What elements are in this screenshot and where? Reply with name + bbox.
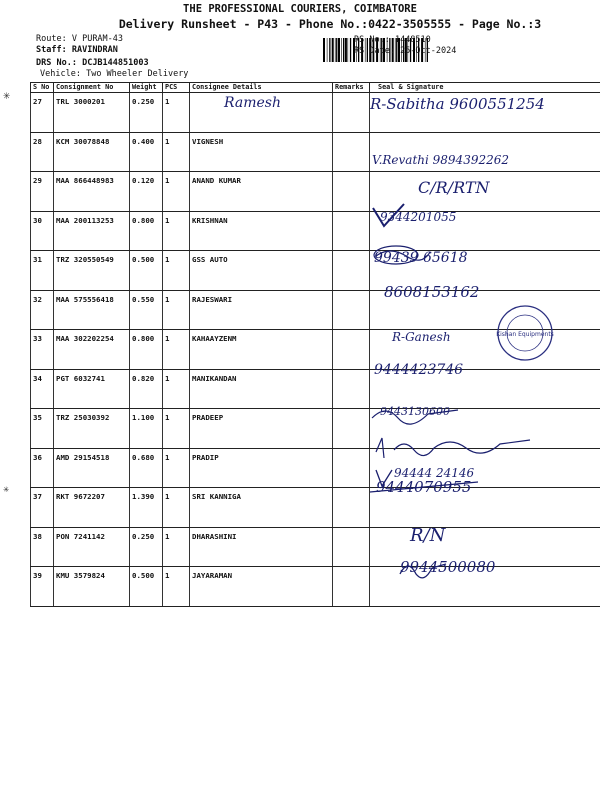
handwritten-signature: 8608153162 (384, 283, 480, 301)
table-row (31, 409, 600, 449)
consignee-cell: RAJESWARI (190, 290, 333, 330)
signature-cell (370, 132, 600, 172)
table-row (31, 93, 600, 133)
sno-cell: 29 (31, 172, 54, 212)
signature-cell (370, 290, 600, 330)
pcs-cell: 1 (163, 132, 190, 172)
weight-cell: 0.800 (130, 330, 163, 370)
consignment-cell: TRZ 25030392 (54, 409, 130, 449)
sno-cell: 33 (31, 330, 54, 370)
table-row (31, 251, 600, 291)
consignee-cell: DHARASHINI (190, 527, 333, 567)
sno-cell: 30 (31, 211, 54, 251)
remarks-cell (333, 527, 370, 567)
pcs-cell: 1 (163, 409, 190, 449)
handwritten-name: Ramesh (224, 95, 281, 111)
drs-line: DRS No.: DCJB144851003 (36, 58, 149, 68)
consignment-cell: PON 7241142 (54, 527, 130, 567)
remarks-cell (333, 251, 370, 291)
handwritten-signature: R/N (410, 525, 446, 546)
col-signature: Seal & Signature (370, 83, 600, 93)
table-row (31, 290, 600, 330)
staff-line: Staff: RAVINDRAN (36, 45, 118, 55)
consignment-cell: PGT 6032741 (54, 369, 130, 409)
pcs-cell: 1 (163, 448, 190, 488)
consignee-cell: PRADEEP (190, 409, 333, 449)
handwritten-signature: 9444423746 (374, 362, 464, 378)
handwritten-signature: R-Ganesh (392, 330, 451, 344)
pcs-cell: 1 (163, 93, 190, 133)
remarks-cell (333, 448, 370, 488)
sno-cell: 28 (31, 132, 54, 172)
weight-cell: 0.400 (130, 132, 163, 172)
handwritten-signature: 99439 65618 (374, 250, 468, 266)
handwritten-signature: 9344201055 (380, 210, 457, 224)
signature-cell (370, 448, 600, 488)
weight-cell: 0.680 (130, 448, 163, 488)
remarks-cell (333, 409, 370, 449)
svg-text:Kishan Equipments: Kishan Equipments (496, 331, 554, 338)
table-row (31, 448, 600, 488)
signature-cell (370, 409, 600, 449)
table-row (31, 369, 600, 409)
runsheet-title: Delivery Runsheet - P43 - Phone No.:0422-3505555 - Page No.:3 (118, 17, 542, 31)
margin-mark: ✳ (3, 88, 11, 102)
col-weight: Weight (130, 83, 163, 93)
consignment-cell: KCM 30078848 (54, 132, 130, 172)
consignment-cell: MAA 200113253 (54, 211, 130, 251)
handwritten-signature: R-Sabitha 9600551254 (370, 95, 545, 113)
sno-cell: 38 (31, 527, 54, 567)
handwritten-signature: 94444 24146 (394, 466, 475, 480)
margin-mark: ✳ (3, 484, 10, 495)
signature-cell (370, 527, 600, 567)
pcs-cell: 1 (163, 369, 190, 409)
weight-cell: 0.800 (130, 211, 163, 251)
consignment-cell: RKT 9672207 (54, 488, 130, 528)
signature-cell (370, 93, 600, 133)
weight-cell: 1.100 (130, 409, 163, 449)
consignment-cell: MAA 866448983 (54, 172, 130, 212)
consignment-cell: KMU 3579824 (54, 567, 130, 607)
table-row (31, 330, 600, 370)
weight-cell: 0.820 (130, 369, 163, 409)
pcs-cell: 1 (163, 172, 190, 212)
sno-cell: 32 (31, 290, 54, 330)
col-sno: S No (31, 83, 54, 93)
signature-cell (370, 330, 600, 370)
remarks-cell (333, 93, 370, 133)
handwritten-signature: C/R/RTN (418, 178, 490, 197)
signature-cell (370, 567, 600, 607)
consignee-cell: JAYARAMAN (190, 567, 333, 607)
remarks-cell (333, 567, 370, 607)
consignee-cell: VIGNESH (190, 132, 333, 172)
remarks-cell (333, 369, 370, 409)
handwritten-signature: V.Revathi 9894392262 (372, 153, 510, 167)
weight-cell: 0.500 (130, 251, 163, 291)
sno-cell: 37 (31, 488, 54, 528)
consignee-cell: SRI KANNIGA (190, 488, 333, 528)
weight-cell: 0.250 (130, 527, 163, 567)
weight-cell: 0.120 (130, 172, 163, 212)
sno-cell: 35 (31, 409, 54, 449)
consignee-cell: KRISHNAN (190, 211, 333, 251)
rs-date-line: RS Date: 25-Oct-2024 (354, 46, 457, 56)
signature-cell (370, 172, 600, 212)
rs-no-line: RS No.: 1448510 (354, 35, 431, 45)
sno-cell: 31 (31, 251, 54, 291)
handwritten-signature: 9443130600 (380, 405, 450, 418)
company-name: THE PROFESSIONAL COURIERS, COIMBATORE (183, 3, 417, 15)
table-header-row (31, 83, 600, 93)
consignee-cell (190, 93, 333, 133)
table-row (31, 527, 600, 567)
remarks-cell (333, 132, 370, 172)
remarks-cell (333, 330, 370, 370)
pcs-cell: 1 (163, 527, 190, 567)
col-consignee: Consignee Details (190, 83, 333, 93)
route-line: Route: V PURAM-43 (36, 34, 124, 44)
consignment-cell: MAA 575556418 (54, 290, 130, 330)
table-row (31, 172, 600, 212)
col-pcs: PCS (163, 83, 190, 93)
signature-cell (370, 251, 600, 291)
signature-cell (370, 211, 600, 251)
handwritten-signature: 9944500080 (400, 558, 496, 576)
consignment-cell: TRL 3000201 (54, 93, 130, 133)
table-row (31, 132, 600, 172)
pcs-cell: 1 (163, 211, 190, 251)
table-row (31, 488, 600, 528)
weight-cell: 0.250 (130, 93, 163, 133)
consignment-cell: TRZ 320550549 (54, 251, 130, 291)
remarks-cell (333, 211, 370, 251)
signature-cell (370, 488, 600, 528)
weight-cell: 0.550 (130, 290, 163, 330)
sno-cell: 39 (31, 567, 54, 607)
consignee-cell: MANIKANDAN (190, 369, 333, 409)
consignment-cell: MAA 302202254 (54, 330, 130, 370)
remarks-cell (333, 172, 370, 212)
sno-cell: 34 (31, 369, 54, 409)
pcs-cell: 1 (163, 251, 190, 291)
remarks-cell (333, 290, 370, 330)
col-remarks: Remarks (333, 83, 370, 93)
sno-cell: 36 (31, 448, 54, 488)
signature-cell (370, 369, 600, 409)
vehicle-line: Vehicle: Two Wheeler Delivery (40, 69, 189, 79)
weight-cell: 1.390 (130, 488, 163, 528)
consignee-cell: GSS AUTO (190, 251, 333, 291)
consignee-cell: KAHAAYZENM (190, 330, 333, 370)
handwritten-signature: 9444070955 (376, 478, 472, 496)
sno-cell: 27 (31, 93, 54, 133)
pcs-cell: 1 (163, 290, 190, 330)
consignment-cell: AMD 29154518 (54, 448, 130, 488)
remarks-cell (333, 488, 370, 528)
consignee-cell: ANAND KUMAR (190, 172, 333, 212)
consignee-cell: PRADIP (190, 448, 333, 488)
table-row (31, 567, 600, 607)
pcs-cell: 1 (163, 488, 190, 528)
pcs-cell: 1 (163, 330, 190, 370)
weight-cell: 0.500 (130, 567, 163, 607)
table-row (31, 211, 600, 251)
col-consignment: Consignment No (54, 83, 130, 93)
pcs-cell: 1 (163, 567, 190, 607)
runsheet-table (30, 82, 600, 607)
